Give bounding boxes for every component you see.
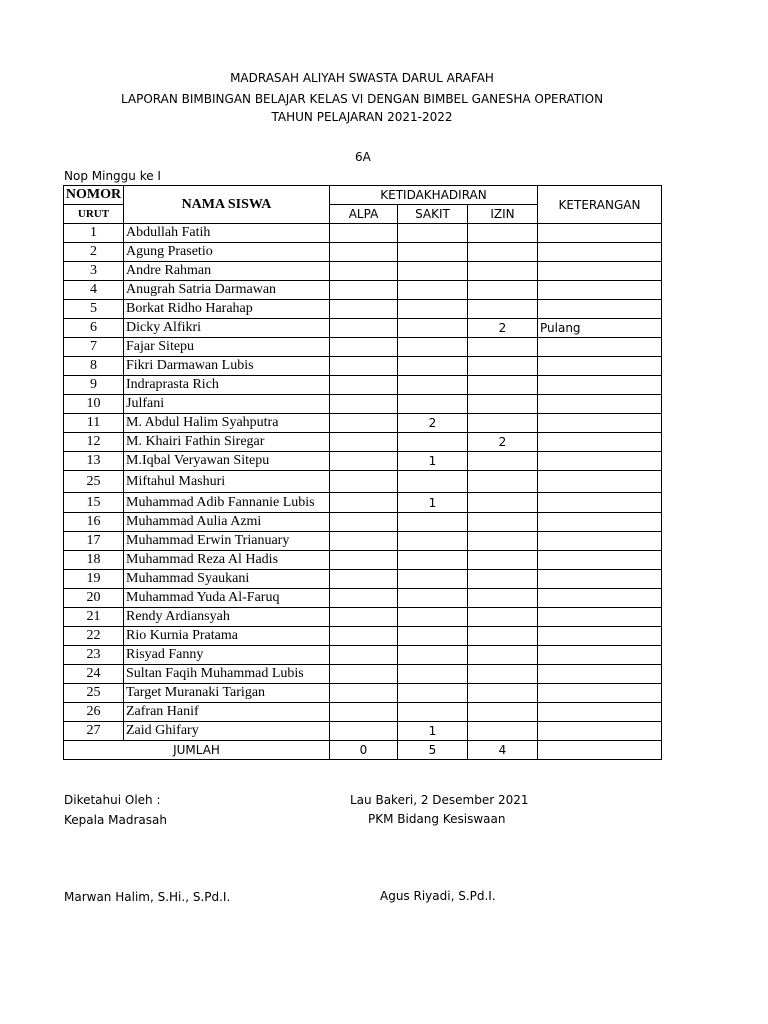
alpa-value bbox=[330, 551, 398, 570]
table-row bbox=[64, 224, 662, 243]
row-number: 20 bbox=[64, 589, 124, 608]
row-number: 25 bbox=[64, 684, 124, 703]
row-number: 1 bbox=[64, 224, 124, 243]
table-row bbox=[64, 414, 662, 433]
student-name: Andre Rahman bbox=[124, 262, 330, 281]
table-row bbox=[64, 570, 662, 589]
student-name: Muhammad Aulia Azmi bbox=[124, 513, 330, 532]
izin-value bbox=[468, 243, 538, 262]
school-name: MADRASAH ALIYAH SWASTA DARUL ARAFAH bbox=[230, 71, 494, 85]
izin-value bbox=[468, 452, 538, 471]
sakit-value bbox=[398, 471, 468, 493]
table-row bbox=[64, 395, 662, 414]
keterangan-value bbox=[538, 452, 662, 471]
izin-value bbox=[468, 300, 538, 319]
keterangan-value bbox=[538, 532, 662, 551]
izin-value bbox=[468, 589, 538, 608]
keterangan-value bbox=[538, 243, 662, 262]
izin-value: 2 bbox=[468, 319, 538, 338]
alpa-value bbox=[330, 471, 398, 493]
izin-value bbox=[468, 703, 538, 722]
table-row bbox=[64, 551, 662, 570]
izin-value bbox=[468, 722, 538, 741]
row-number: 5 bbox=[64, 300, 124, 319]
sakit-value bbox=[398, 319, 468, 338]
student-name: Muhammad Yuda Al-Faruq bbox=[124, 589, 330, 608]
table-body bbox=[64, 224, 662, 741]
pkm-title: PKM Bidang Kesiswaan bbox=[368, 812, 506, 826]
col-nomor-header: NOMOR bbox=[64, 186, 124, 205]
sakit-value bbox=[398, 338, 468, 357]
class-label: 6A bbox=[355, 150, 371, 164]
sakit-value bbox=[398, 395, 468, 414]
alpa-value bbox=[330, 570, 398, 589]
table-row bbox=[64, 646, 662, 665]
sakit-value bbox=[398, 665, 468, 684]
sakit-value bbox=[398, 627, 468, 646]
sakit-value bbox=[398, 532, 468, 551]
keterangan-value bbox=[538, 627, 662, 646]
alpa-value bbox=[330, 589, 398, 608]
izin-value bbox=[468, 414, 538, 433]
sakit-value bbox=[398, 551, 468, 570]
sakit-value bbox=[398, 262, 468, 281]
col-alpa-header: ALPA bbox=[330, 205, 398, 224]
row-number: 25 bbox=[64, 471, 124, 493]
sakit-value bbox=[398, 570, 468, 589]
row-number: 7 bbox=[64, 338, 124, 357]
row-number: 16 bbox=[64, 513, 124, 532]
student-name: Muhammad Adib Fannanie Lubis bbox=[124, 493, 330, 513]
keterangan-value bbox=[538, 551, 662, 570]
keterangan-value bbox=[538, 722, 662, 741]
keterangan-value: Pulang bbox=[538, 319, 662, 338]
row-number: 19 bbox=[64, 570, 124, 589]
keterangan-value bbox=[538, 608, 662, 627]
sakit-value bbox=[398, 433, 468, 452]
table-row bbox=[64, 262, 662, 281]
col-nama-header: NAMA SISWA bbox=[124, 186, 330, 224]
izin-value bbox=[468, 357, 538, 376]
keterangan-value bbox=[538, 414, 662, 433]
row-number: 22 bbox=[64, 627, 124, 646]
total-sakit: 5 bbox=[398, 741, 468, 760]
table-row bbox=[64, 684, 662, 703]
student-name: Risyad Fanny bbox=[124, 646, 330, 665]
alpa-value bbox=[330, 703, 398, 722]
sakit-value: 2 bbox=[398, 414, 468, 433]
student-name: Zafran Hanif bbox=[124, 703, 330, 722]
row-number: 12 bbox=[64, 433, 124, 452]
alpa-value bbox=[330, 376, 398, 395]
sakit-value bbox=[398, 357, 468, 376]
alpa-value bbox=[330, 627, 398, 646]
row-number: 4 bbox=[64, 281, 124, 300]
student-name: Muhammad Erwin Trianuary bbox=[124, 532, 330, 551]
row-number: 6 bbox=[64, 319, 124, 338]
table-row bbox=[64, 627, 662, 646]
row-number: 2 bbox=[64, 243, 124, 262]
izin-value bbox=[468, 281, 538, 300]
row-number: 24 bbox=[64, 665, 124, 684]
alpa-value bbox=[330, 608, 398, 627]
sakit-value bbox=[398, 703, 468, 722]
alpa-value bbox=[330, 243, 398, 262]
student-name: Indraprasta Rich bbox=[124, 376, 330, 395]
keterangan-value bbox=[538, 471, 662, 493]
student-name: Muhammad Syaukani bbox=[124, 570, 330, 589]
total-label: JUMLAH bbox=[64, 741, 330, 760]
total-keterangan bbox=[538, 741, 662, 760]
keterangan-value bbox=[538, 493, 662, 513]
student-name: Zaid Ghifary bbox=[124, 722, 330, 741]
izin-value bbox=[468, 627, 538, 646]
keterangan-value bbox=[538, 703, 662, 722]
alpa-value bbox=[330, 224, 398, 243]
keterangan-value bbox=[538, 281, 662, 300]
week-label: Nop Minggu ke I bbox=[64, 169, 161, 183]
sakit-value bbox=[398, 243, 468, 262]
student-name: M. Abdul Halim Syahputra bbox=[124, 414, 330, 433]
sakit-value bbox=[398, 513, 468, 532]
keterangan-value bbox=[538, 513, 662, 532]
row-number: 18 bbox=[64, 551, 124, 570]
col-sakit-header: SAKIT bbox=[398, 205, 468, 224]
table-row bbox=[64, 532, 662, 551]
alpa-value bbox=[330, 665, 398, 684]
known-by-label: Diketahui Oleh : bbox=[64, 793, 161, 807]
keterangan-value bbox=[538, 589, 662, 608]
sakit-value bbox=[398, 281, 468, 300]
row-number: 10 bbox=[64, 395, 124, 414]
table-row bbox=[64, 513, 662, 532]
izin-value bbox=[468, 262, 538, 281]
row-number: 23 bbox=[64, 646, 124, 665]
table-row bbox=[64, 589, 662, 608]
row-number: 13 bbox=[64, 452, 124, 471]
keterangan-value bbox=[538, 338, 662, 357]
sakit-value: 1 bbox=[398, 493, 468, 513]
table-row bbox=[64, 452, 662, 471]
sakit-value: 1 bbox=[398, 722, 468, 741]
student-name: Muhammad Reza Al Hadis bbox=[124, 551, 330, 570]
student-name: Rio Kurnia Pratama bbox=[124, 627, 330, 646]
alpa-value bbox=[330, 722, 398, 741]
place-date: Lau Bakeri, 2 Desember 2021 bbox=[350, 793, 529, 807]
sakit-value bbox=[398, 376, 468, 395]
row-number: 11 bbox=[64, 414, 124, 433]
izin-value bbox=[468, 395, 538, 414]
izin-value bbox=[468, 532, 538, 551]
report-title: LAPORAN BIMBINGAN BELAJAR KELAS VI DENGAN BIMBEL GANESHA OPERATION bbox=[120, 92, 604, 106]
sakit-value bbox=[398, 589, 468, 608]
alpa-value bbox=[330, 262, 398, 281]
keterangan-value bbox=[538, 395, 662, 414]
izin-value bbox=[468, 224, 538, 243]
keterangan-value bbox=[538, 433, 662, 452]
alpa-value bbox=[330, 433, 398, 452]
alpa-value bbox=[330, 452, 398, 471]
table-row bbox=[64, 433, 662, 452]
table-row bbox=[64, 703, 662, 722]
table-row bbox=[64, 722, 662, 741]
alpa-value bbox=[330, 357, 398, 376]
alpa-value bbox=[330, 532, 398, 551]
izin-value bbox=[468, 471, 538, 493]
col-urut-header: URUT bbox=[64, 205, 124, 224]
table-row bbox=[64, 471, 662, 493]
table-row bbox=[64, 665, 662, 684]
col-ketidakhadiran-header: KETIDAKHADIRAN bbox=[330, 186, 538, 205]
student-name: Anugrah Satria Darmawan bbox=[124, 281, 330, 300]
izin-value bbox=[468, 570, 538, 589]
sakit-value bbox=[398, 646, 468, 665]
sakit-value bbox=[398, 224, 468, 243]
principal-name: Marwan Halim, S.Hi., S.Pd.I. bbox=[64, 890, 231, 904]
izin-value bbox=[468, 684, 538, 703]
pkm-name: Agus Riyadi, S.Pd.I. bbox=[380, 889, 496, 903]
student-name: Dicky Alfikri bbox=[124, 319, 330, 338]
izin-value bbox=[468, 608, 538, 627]
sakit-value: 1 bbox=[398, 452, 468, 471]
keterangan-value bbox=[538, 224, 662, 243]
attendance-table bbox=[63, 185, 662, 760]
col-keterangan-header: KETERANGAN bbox=[538, 186, 662, 224]
student-name: Abdullah Fatih bbox=[124, 224, 330, 243]
student-name: Miftahul Mashuri bbox=[124, 471, 330, 493]
table-row bbox=[64, 376, 662, 395]
table-row bbox=[64, 338, 662, 357]
sakit-value bbox=[398, 608, 468, 627]
row-number: 8 bbox=[64, 357, 124, 376]
keterangan-value bbox=[538, 262, 662, 281]
alpa-value bbox=[330, 513, 398, 532]
row-number: 21 bbox=[64, 608, 124, 627]
alpa-value bbox=[330, 300, 398, 319]
keterangan-value bbox=[538, 665, 662, 684]
alpa-value bbox=[330, 684, 398, 703]
row-number: 15 bbox=[64, 493, 124, 513]
sakit-value bbox=[398, 684, 468, 703]
sakit-value bbox=[398, 300, 468, 319]
student-name: Fajar Sitepu bbox=[124, 338, 330, 357]
row-number: 17 bbox=[64, 532, 124, 551]
student-name: Borkat Ridho Harahap bbox=[124, 300, 330, 319]
table-row bbox=[64, 300, 662, 319]
keterangan-value bbox=[538, 357, 662, 376]
student-name: Agung Prasetio bbox=[124, 243, 330, 262]
alpa-value bbox=[330, 281, 398, 300]
table-row bbox=[64, 608, 662, 627]
izin-value bbox=[468, 376, 538, 395]
izin-value bbox=[468, 513, 538, 532]
keterangan-value bbox=[538, 300, 662, 319]
student-name: Sultan Faqih Muhammad Lubis bbox=[124, 665, 330, 684]
izin-value bbox=[468, 493, 538, 513]
alpa-value bbox=[330, 493, 398, 513]
alpa-value bbox=[330, 414, 398, 433]
table-row bbox=[64, 357, 662, 376]
alpa-value bbox=[330, 646, 398, 665]
izin-value bbox=[468, 551, 538, 570]
row-number: 9 bbox=[64, 376, 124, 395]
alpa-value bbox=[330, 395, 398, 414]
izin-value bbox=[468, 646, 538, 665]
student-name: M.Iqbal Veryawan Sitepu bbox=[124, 452, 330, 471]
total-alpa: 0 bbox=[330, 741, 398, 760]
izin-value bbox=[468, 338, 538, 357]
total-izin: 4 bbox=[468, 741, 538, 760]
keterangan-value bbox=[538, 376, 662, 395]
table-row bbox=[64, 493, 662, 513]
row-number: 26 bbox=[64, 703, 124, 722]
row-number: 3 bbox=[64, 262, 124, 281]
table-row bbox=[64, 243, 662, 262]
alpa-value bbox=[330, 338, 398, 357]
student-name: Julfani bbox=[124, 395, 330, 414]
col-izin-header: IZIN bbox=[468, 205, 538, 224]
student-name: Target Muranaki Tarigan bbox=[124, 684, 330, 703]
alpa-value bbox=[330, 319, 398, 338]
keterangan-value bbox=[538, 570, 662, 589]
student-name: Rendy Ardiansyah bbox=[124, 608, 330, 627]
academic-year: TAHUN PELAJARAN 2021-2022 bbox=[271, 110, 453, 124]
row-number: 27 bbox=[64, 722, 124, 741]
student-name: M. Khairi Fathin Siregar bbox=[124, 433, 330, 452]
table-row bbox=[64, 281, 662, 300]
keterangan-value bbox=[538, 646, 662, 665]
izin-value bbox=[468, 665, 538, 684]
table-row bbox=[64, 319, 662, 338]
principal-title: Kepala Madrasah bbox=[64, 813, 167, 827]
keterangan-value bbox=[538, 684, 662, 703]
student-name: Fikri Darmawan Lubis bbox=[124, 357, 330, 376]
izin-value: 2 bbox=[468, 433, 538, 452]
